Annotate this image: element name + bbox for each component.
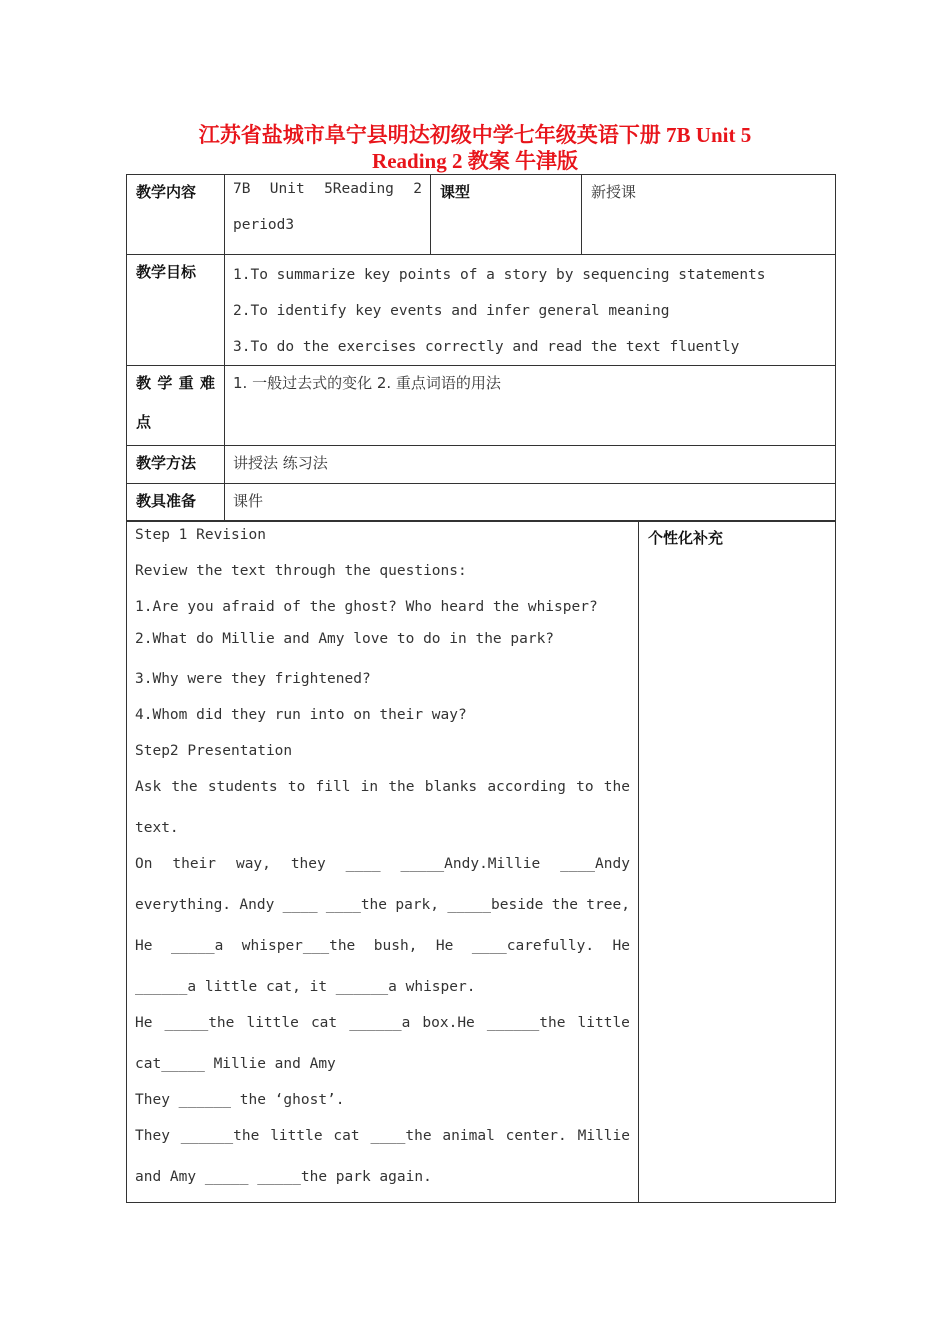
personal-notes-label: 个性化补充 (639, 521, 836, 1203)
word: the (603, 779, 630, 795)
review-instruction: Review the text through the questions: (135, 563, 467, 579)
word: fill (315, 779, 351, 795)
tools-value: 课件 (225, 484, 836, 522)
word: ____ (345, 856, 381, 872)
word: ____the (370, 1128, 432, 1144)
lesson-steps-table (126, 520, 836, 1203)
word: _____a (170, 938, 224, 954)
word: center. (505, 1128, 567, 1144)
word: they (290, 856, 326, 872)
question-3: 3.Why were they frightened? (135, 671, 371, 687)
type-label: 课型 (431, 175, 582, 255)
word: tree, (586, 897, 630, 913)
fill-instruction-end: text. (135, 820, 179, 836)
word: way, (235, 856, 271, 872)
word: He (435, 938, 454, 954)
word: He (135, 1015, 153, 1031)
word: little (246, 1015, 299, 1031)
word: their (172, 856, 217, 872)
word: Ask (135, 779, 162, 795)
word: the (171, 779, 198, 795)
word: cat (333, 1128, 360, 1144)
word: He (135, 938, 153, 954)
document-title (0, 122, 950, 174)
blank-line (135, 938, 630, 954)
question-2: 2.What do Millie and Amy love to do in the park? (135, 631, 555, 647)
word: box.He (422, 1015, 475, 1031)
key-points-label-line-1: 教 学 重 难 (136, 374, 215, 392)
blank-line: ______a little cat, it ______a whisper. (135, 979, 476, 995)
blank-line: They ______ the ‘ghost’. (135, 1092, 345, 1108)
fill-instruction (135, 779, 630, 795)
word: blanks (424, 779, 478, 795)
key-points-label (127, 366, 225, 446)
blank-line: and Amy _____ _____the park again. (135, 1169, 432, 1185)
blank-line (135, 1015, 630, 1031)
word: students (207, 779, 278, 795)
word: ____Andy (560, 856, 630, 872)
goals-list (225, 255, 836, 366)
word: On (135, 856, 153, 872)
content-value (225, 175, 431, 255)
key-points-value: 1. 一般过去式的变化 2. 重点词语的用法 (225, 366, 836, 446)
word: in (360, 779, 379, 795)
method-row (127, 446, 836, 484)
key-points-row (127, 366, 836, 446)
step-1-heading: Step 1 Revision (135, 527, 266, 543)
word: ______a (349, 1015, 411, 1031)
lesson-info-table (126, 174, 836, 522)
word: _____the (164, 1015, 235, 1031)
word: _____beside (447, 897, 544, 913)
word: ______the (180, 1128, 260, 1144)
word: _____Andy.Millie (400, 856, 541, 872)
method-value: 讲授法 练习法 (225, 446, 836, 484)
goal-item: 2.To identify key events and infer general meaning (233, 303, 670, 319)
word: the (388, 779, 415, 795)
tools-label: 教具准备 (127, 484, 225, 522)
word: everything. (135, 897, 232, 913)
word: little (577, 1015, 630, 1031)
word: They (135, 1128, 170, 1144)
word: Millie (577, 1128, 630, 1144)
question-4: 4.Whom did they run into on their way? (135, 707, 467, 723)
word: bush, (373, 938, 418, 954)
method-label: 教学方法 (127, 446, 225, 484)
title-line-1: 江苏省盐城市阜宁县明达初级中学七年级英语下册 7B Unit 5 (198, 123, 752, 147)
steps-content (127, 521, 639, 1203)
blank-line (135, 1128, 630, 1144)
goal-item: 1.To summarize key points of a story by sequencing statements (233, 267, 766, 283)
step-2-heading: Step2 Presentation (135, 743, 293, 759)
word: He (612, 938, 630, 954)
steps-row (127, 521, 836, 1203)
key-points-label-line-2: 点 (136, 413, 152, 431)
word: to (576, 779, 594, 795)
word: ____carefully. (471, 938, 595, 954)
word: little (270, 1128, 323, 1144)
word: ____the (325, 897, 388, 913)
blank-line (135, 856, 630, 872)
goals-row (127, 255, 836, 366)
goals-label: 教学目标 (127, 255, 225, 366)
content-value-line-2: period3 (233, 217, 295, 233)
content-label: 教学内容 (127, 175, 225, 255)
word: according (487, 779, 566, 795)
blank-line (135, 897, 630, 913)
blank-line: cat_____ Millie and Amy (135, 1056, 336, 1072)
content-value-line-1: 7B Unit 5Reading 2 (233, 181, 422, 197)
word: whisper___the (241, 938, 356, 954)
word: to (287, 779, 306, 795)
word: Andy (239, 897, 275, 913)
word: park, (395, 897, 440, 913)
tools-row (127, 484, 836, 522)
word: ______the (486, 1015, 566, 1031)
word: cat (310, 1015, 338, 1031)
word: the (551, 897, 578, 913)
type-value: 新授课 (582, 175, 836, 255)
goal-item: 3.To do the exercises correctly and read the text fluently (233, 339, 740, 355)
title-line-2: Reading 2 教案 牛津版 (372, 149, 578, 173)
content-row (127, 175, 836, 255)
word: animal (442, 1128, 495, 1144)
word: ____ (282, 897, 318, 913)
question-1: 1.Are you afraid of the ghost? Who heard the whisper? (135, 599, 598, 615)
